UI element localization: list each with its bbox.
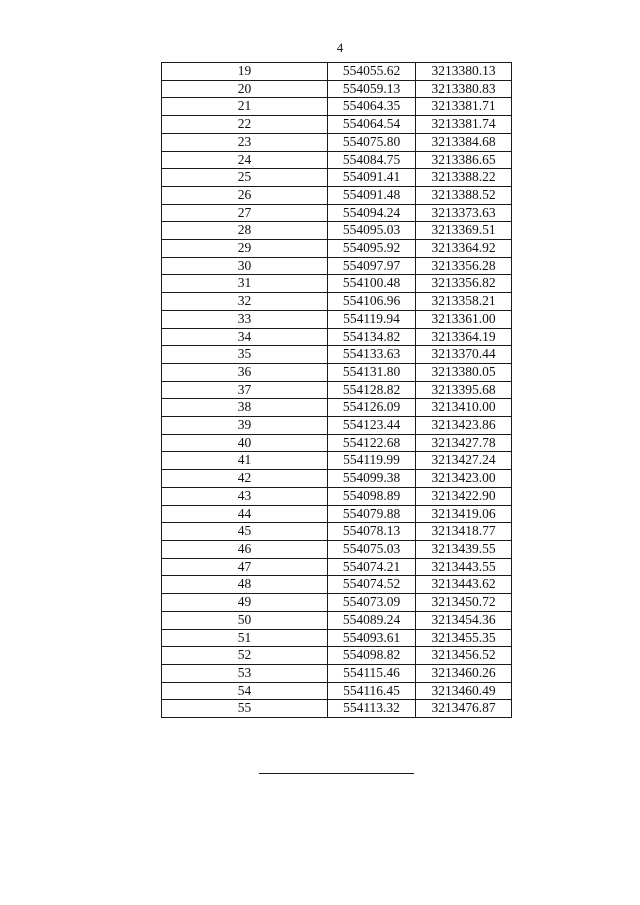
x-coordinate-cell: 554055.62 [328,63,416,81]
table-row [162,594,512,612]
y-coordinate-cell: 3213358.21 [416,293,512,311]
table-row [162,700,512,718]
point-number-cell: 24 [162,151,328,169]
y-coordinate-cell: 3213384.68 [416,133,512,151]
x-coordinate-cell: 554073.09 [328,594,416,612]
x-coordinate-cell: 554119.94 [328,310,416,328]
x-coordinate-cell: 554079.88 [328,505,416,523]
x-coordinate-cell: 554097.97 [328,257,416,275]
table-row [162,151,512,169]
x-coordinate-cell: 554123.44 [328,417,416,435]
x-coordinate-cell: 554131.80 [328,363,416,381]
point-number-cell: 26 [162,186,328,204]
point-number-cell: 40 [162,434,328,452]
point-number-cell: 38 [162,399,328,417]
table-row [162,293,512,311]
point-number-cell: 43 [162,487,328,505]
y-coordinate-cell: 3213381.71 [416,98,512,116]
coordinates-table [161,62,512,718]
y-coordinate-cell: 3213419.06 [416,505,512,523]
table-row [162,275,512,293]
table-row [162,204,512,222]
x-coordinate-cell: 554119.99 [328,452,416,470]
x-coordinate-cell: 554091.48 [328,186,416,204]
table-row [162,310,512,328]
table-row [162,328,512,346]
y-coordinate-cell: 3213422.90 [416,487,512,505]
point-number-cell: 49 [162,594,328,612]
table-row [162,417,512,435]
point-number-cell: 51 [162,629,328,647]
point-number-cell: 27 [162,204,328,222]
x-coordinate-cell: 554126.09 [328,399,416,417]
point-number-cell: 30 [162,257,328,275]
y-coordinate-cell: 3213460.49 [416,682,512,700]
y-coordinate-cell: 3213460.26 [416,664,512,682]
point-number-cell: 46 [162,540,328,558]
y-coordinate-cell: 3213364.92 [416,240,512,258]
table-row [162,80,512,98]
point-number-cell: 19 [162,63,328,81]
point-number-cell: 50 [162,611,328,629]
point-number-cell: 36 [162,363,328,381]
point-number-cell: 41 [162,452,328,470]
x-coordinate-cell: 554098.89 [328,487,416,505]
y-coordinate-cell: 3213369.51 [416,222,512,240]
x-coordinate-cell: 554095.92 [328,240,416,258]
point-number-cell: 47 [162,558,328,576]
point-number-cell: 54 [162,682,328,700]
point-number-cell: 52 [162,647,328,665]
table-row [162,611,512,629]
x-coordinate-cell: 554091.41 [328,169,416,187]
y-coordinate-cell: 3213418.77 [416,523,512,541]
x-coordinate-cell: 554133.63 [328,346,416,364]
y-coordinate-cell: 3213364.19 [416,328,512,346]
y-coordinate-cell: 3213410.00 [416,399,512,417]
y-coordinate-cell: 3213356.28 [416,257,512,275]
table-row [162,116,512,134]
x-coordinate-cell: 554075.03 [328,540,416,558]
y-coordinate-cell: 3213395.68 [416,381,512,399]
point-number-cell: 29 [162,240,328,258]
table-row [162,452,512,470]
y-coordinate-cell: 3213356.82 [416,275,512,293]
y-coordinate-cell: 3213450.72 [416,594,512,612]
y-coordinate-cell: 3213443.55 [416,558,512,576]
table-row [162,629,512,647]
x-coordinate-cell: 554078.13 [328,523,416,541]
table-row [162,63,512,81]
table-row [162,363,512,381]
page-number: 4 [336,40,344,55]
x-coordinate-cell: 554094.24 [328,204,416,222]
y-coordinate-cell: 3213423.86 [416,417,512,435]
table-row [162,257,512,275]
y-coordinate-cell: 3213388.52 [416,186,512,204]
y-coordinate-cell: 3213381.74 [416,116,512,134]
x-coordinate-cell: 554115.46 [328,664,416,682]
x-coordinate-cell: 554106.96 [328,293,416,311]
x-coordinate-cell: 554074.52 [328,576,416,594]
point-number-cell: 28 [162,222,328,240]
x-coordinate-cell: 554116.45 [328,682,416,700]
coordinates-table-body [162,63,512,718]
y-coordinate-cell: 3213476.87 [416,700,512,718]
table-row [162,133,512,151]
table-row [162,399,512,417]
y-coordinate-cell: 3213423.00 [416,470,512,488]
point-number-cell: 31 [162,275,328,293]
x-coordinate-cell: 554074.21 [328,558,416,576]
table-row [162,558,512,576]
x-coordinate-cell: 554075.80 [328,133,416,151]
x-coordinate-cell: 554064.54 [328,116,416,134]
y-coordinate-cell: 3213427.78 [416,434,512,452]
y-coordinate-cell: 3213443.62 [416,576,512,594]
table-row [162,169,512,187]
y-coordinate-cell: 3213454.36 [416,611,512,629]
y-coordinate-cell: 3213439.55 [416,540,512,558]
point-number-cell: 20 [162,80,328,98]
y-coordinate-cell: 3213386.65 [416,151,512,169]
table-row [162,540,512,558]
table-row [162,682,512,700]
point-number-cell: 44 [162,505,328,523]
table-row [162,647,512,665]
x-coordinate-cell: 554064.35 [328,98,416,116]
point-number-cell: 53 [162,664,328,682]
y-coordinate-cell: 3213380.83 [416,80,512,98]
point-number-cell: 21 [162,98,328,116]
point-number-cell: 32 [162,293,328,311]
table-row [162,576,512,594]
point-number-cell: 25 [162,169,328,187]
point-number-cell: 33 [162,310,328,328]
y-coordinate-cell: 3213380.13 [416,63,512,81]
table-row [162,98,512,116]
y-coordinate-cell: 3213427.24 [416,452,512,470]
point-number-cell: 39 [162,417,328,435]
y-coordinate-cell: 3213456.52 [416,647,512,665]
point-number-cell: 48 [162,576,328,594]
point-number-cell: 37 [162,381,328,399]
table-row [162,470,512,488]
table-row [162,186,512,204]
x-coordinate-cell: 554095.03 [328,222,416,240]
y-coordinate-cell: 3213361.00 [416,310,512,328]
table-row [162,346,512,364]
y-coordinate-cell: 3213388.22 [416,169,512,187]
end-of-document-rule [259,773,414,774]
y-coordinate-cell: 3213380.05 [416,363,512,381]
table-row [162,434,512,452]
point-number-cell: 55 [162,700,328,718]
x-coordinate-cell: 554100.48 [328,275,416,293]
x-coordinate-cell: 554093.61 [328,629,416,647]
point-number-cell: 22 [162,116,328,134]
table-row [162,487,512,505]
table-row [162,381,512,399]
x-coordinate-cell: 554122.68 [328,434,416,452]
x-coordinate-cell: 554134.82 [328,328,416,346]
y-coordinate-cell: 3213373.63 [416,204,512,222]
point-number-cell: 42 [162,470,328,488]
point-number-cell: 45 [162,523,328,541]
x-coordinate-cell: 554089.24 [328,611,416,629]
point-number-cell: 35 [162,346,328,364]
x-coordinate-cell: 554059.13 [328,80,416,98]
point-number-cell: 34 [162,328,328,346]
table-row [162,222,512,240]
x-coordinate-cell: 554099.38 [328,470,416,488]
y-coordinate-cell: 3213455.35 [416,629,512,647]
x-coordinate-cell: 554098.82 [328,647,416,665]
x-coordinate-cell: 554084.75 [328,151,416,169]
x-coordinate-cell: 554113.32 [328,700,416,718]
y-coordinate-cell: 3213370.44 [416,346,512,364]
table-row [162,240,512,258]
table-row [162,664,512,682]
point-number-cell: 23 [162,133,328,151]
table-row [162,523,512,541]
x-coordinate-cell: 554128.82 [328,381,416,399]
table-row [162,505,512,523]
